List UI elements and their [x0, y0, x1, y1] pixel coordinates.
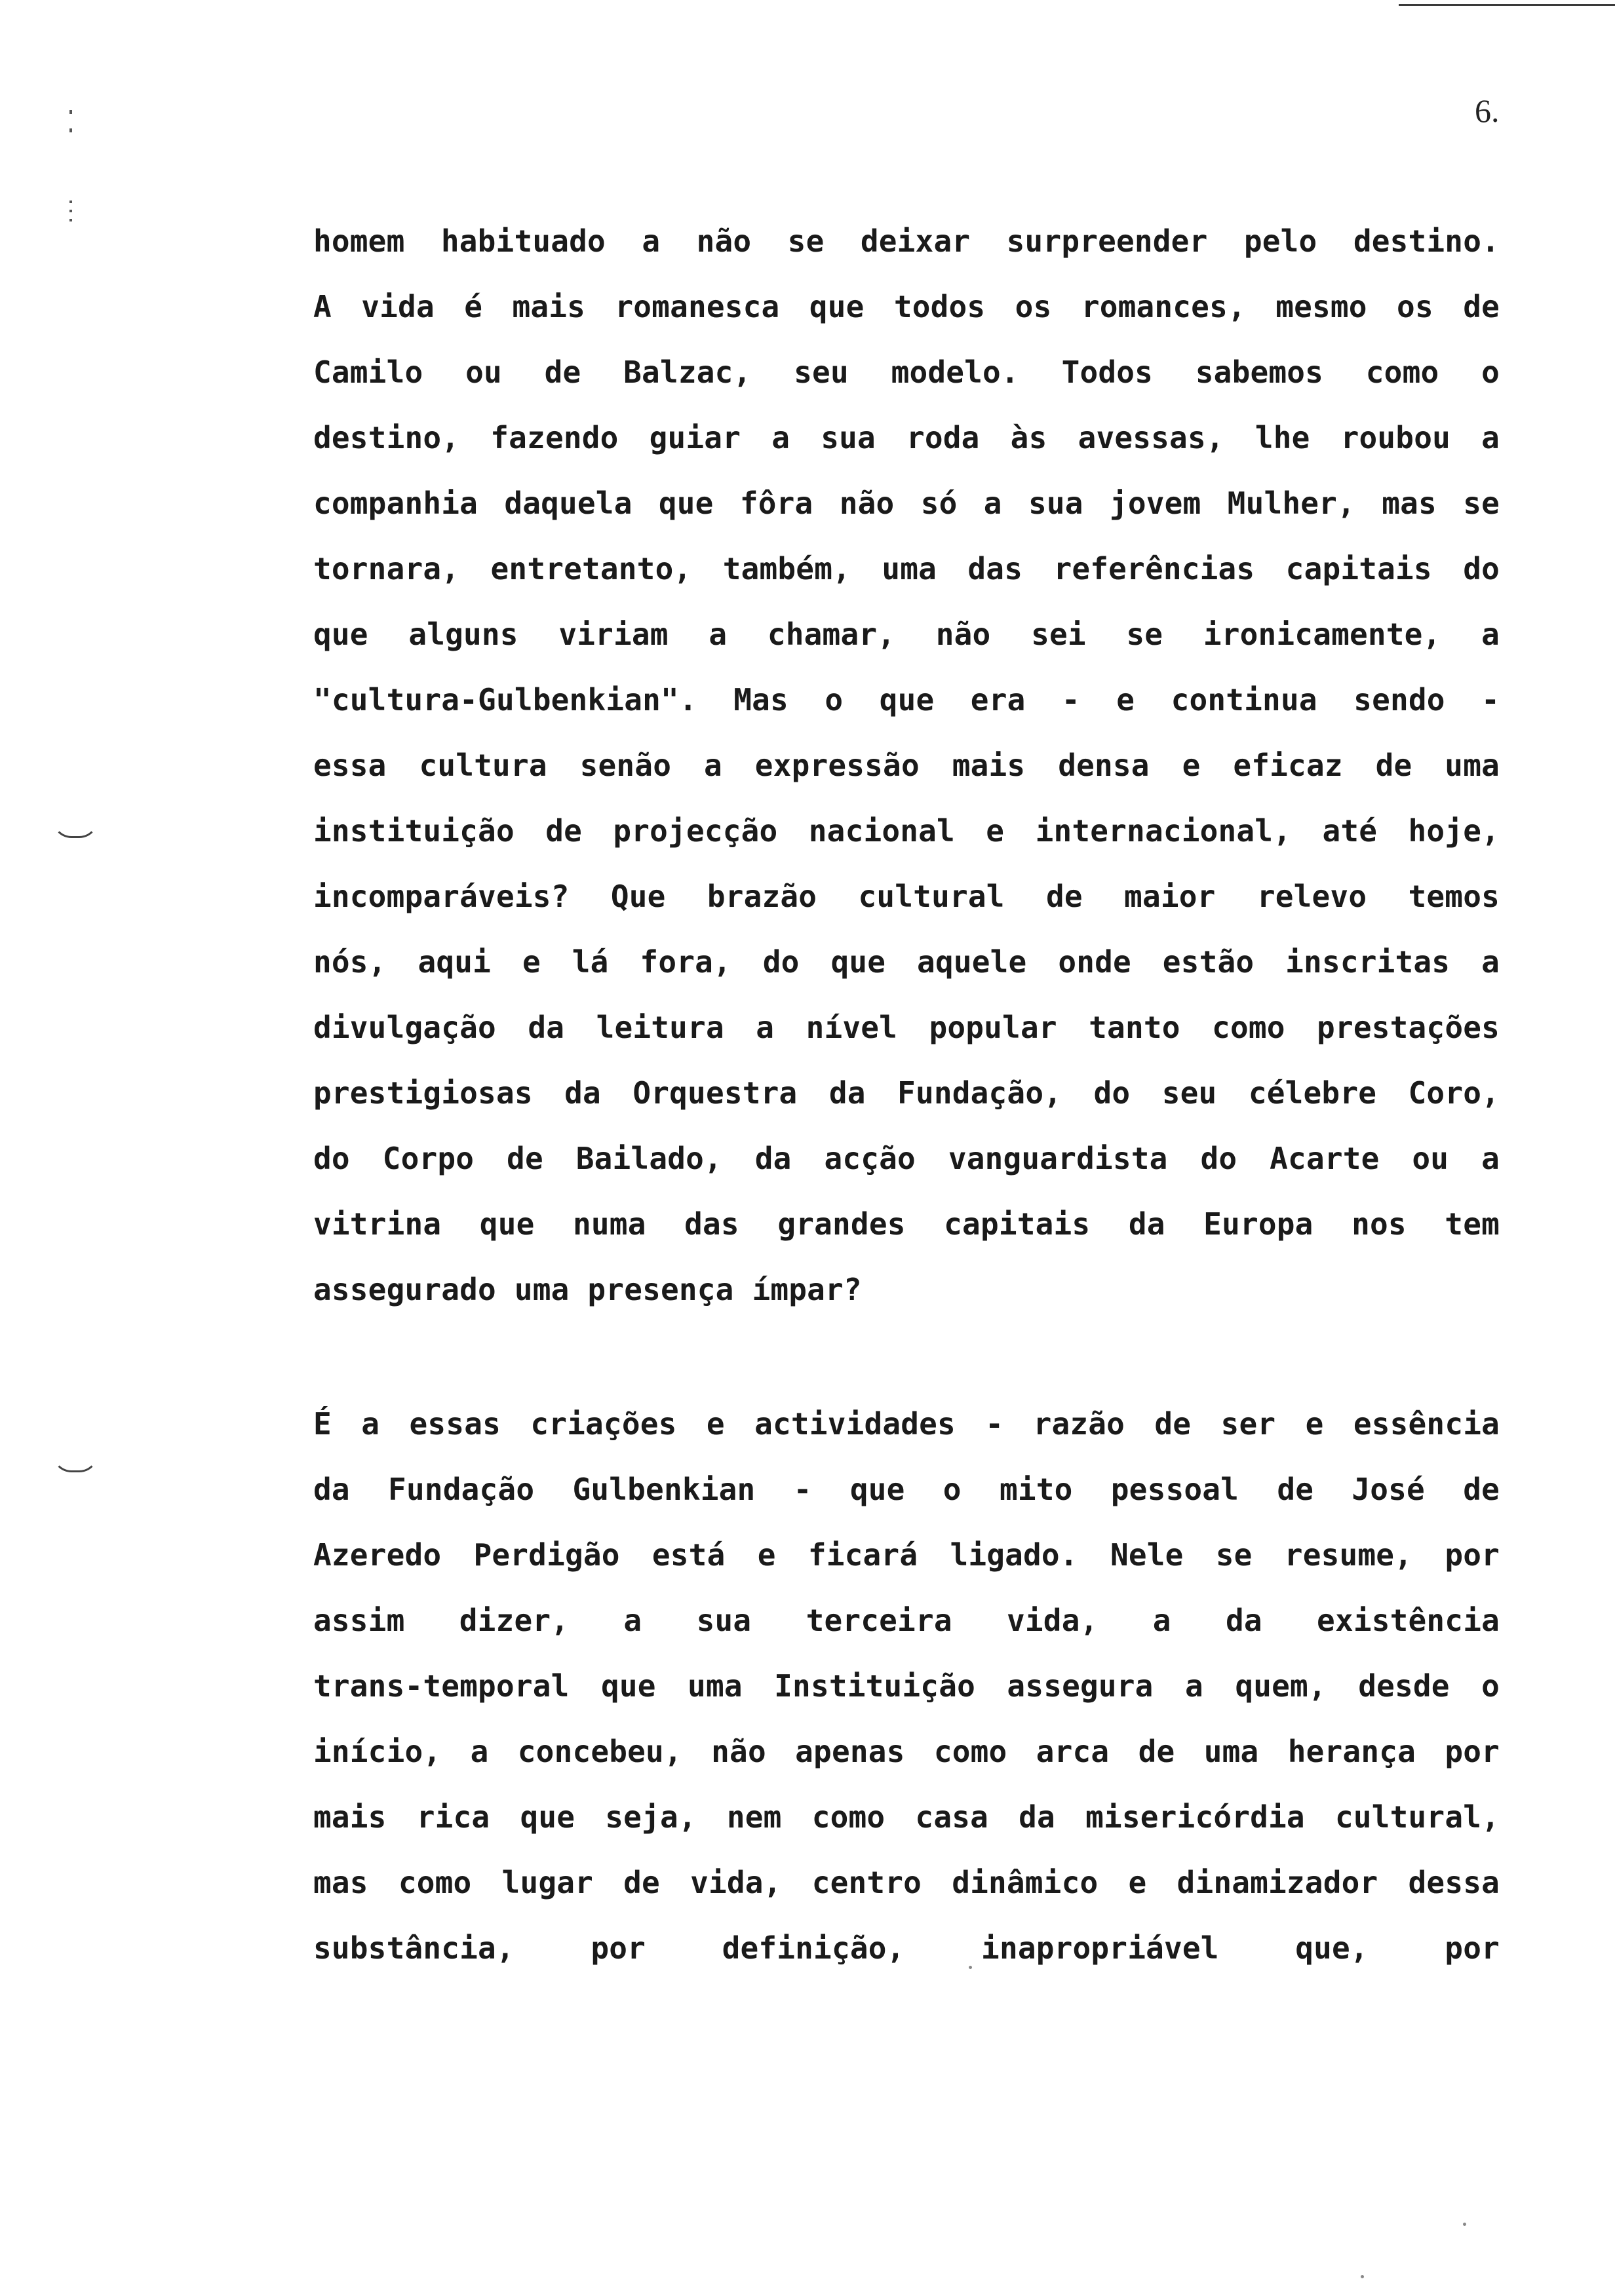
text-line: É a essas criações e actividades - razão de ser e essência [313, 1406, 1500, 1442]
text-line: assegurado uma presença ímpar? [313, 1272, 862, 1307]
paragraph-gap [313, 1322, 1500, 1391]
page-number: 6. [1475, 92, 1500, 129]
binder-hole-mark [52, 1453, 98, 1472]
margin-tick-mark [69, 210, 72, 212]
text-line: que alguns viriam a chamar, não sei se ironicamente, a [313, 617, 1500, 652]
text-line: divulgação da leitura a nível popular tanto como prestações [313, 1010, 1500, 1045]
text-line: destino, fazendo guiar a sua roda às avessas, lhe roubou a [313, 420, 1500, 455]
text-line: Camilo ou de Balzac, seu modelo. Todos sabemos como o [313, 354, 1500, 390]
emphasized-phrase: terceira vida [806, 1603, 1080, 1638]
text-line: vitrina que numa das grandes capitais da Europa nos tem [313, 1206, 1500, 1242]
text-line: instituição de projecção nacional e internacional, até hoje, [313, 813, 1500, 849]
text-line: tornara, entretanto, também, uma das referências capitais do [313, 551, 1500, 586]
paragraph-1 [313, 208, 1500, 1322]
text-line: mais rica que seja, nem como casa da misericórdia cultural, [313, 1799, 1500, 1835]
margin-tick-mark [69, 219, 72, 221]
scan-speck [1361, 2275, 1364, 2278]
scan-speck [1463, 2223, 1466, 2226]
text-line: "cultura-Gulbenkian". Mas o que era - e continua sendo - [313, 682, 1500, 718]
text-line: mas como lugar de vida, centro dinâmico e dinamizador dessa [313, 1865, 1500, 1900]
margin-tick-mark [69, 201, 72, 203]
text-line: prestigiosas da Orquestra da Fundação, do seu célebre Coro, [313, 1075, 1500, 1111]
margin-tick-mark [69, 128, 72, 132]
text-line: trans-temporal que uma Instituição assegura a quem, desde o [313, 1668, 1500, 1704]
text-line: essa cultura senão a expressão mais densa e eficaz de uma [313, 748, 1500, 783]
text-line: companhia daquela que fôra não só a sua jovem Mulher, mas se [313, 486, 1500, 521]
text-line: homem habituado a não se deixar surpreender pelo destino. [313, 223, 1500, 259]
text-line: da Fundação Gulbenkian - que o mito pessoal de José de [313, 1472, 1500, 1507]
text-line: nós, aqui e lá fora, do que aquele onde estão inscritas a [313, 944, 1500, 980]
paragraph-2 [313, 1391, 1500, 1981]
body-text [313, 208, 1500, 1981]
binder-hole-mark [52, 819, 98, 838]
top-edge-rule [1399, 4, 1615, 6]
margin-tick-mark [69, 110, 72, 114]
text-line: incomparáveis? Que brazão cultural de maior relevo temos [313, 879, 1500, 914]
text-line: substância, por definição, inapropriável que, por [313, 1930, 1500, 1966]
text-line: A vida é mais romanesca que todos os romances, mesmo os de [313, 289, 1500, 324]
text-line: Azeredo Perdigão está e ficará ligado. Nele se resume, por [313, 1537, 1500, 1573]
text-line: início, a concebeu, não apenas como arca de uma herança por [313, 1734, 1500, 1769]
text-line: do Corpo de Bailado, da acção vanguardista do Acarte ou a [313, 1141, 1500, 1176]
text-line-emphasis: assim dizer, a sua terceira vida, a da existência [313, 1603, 1500, 1638]
